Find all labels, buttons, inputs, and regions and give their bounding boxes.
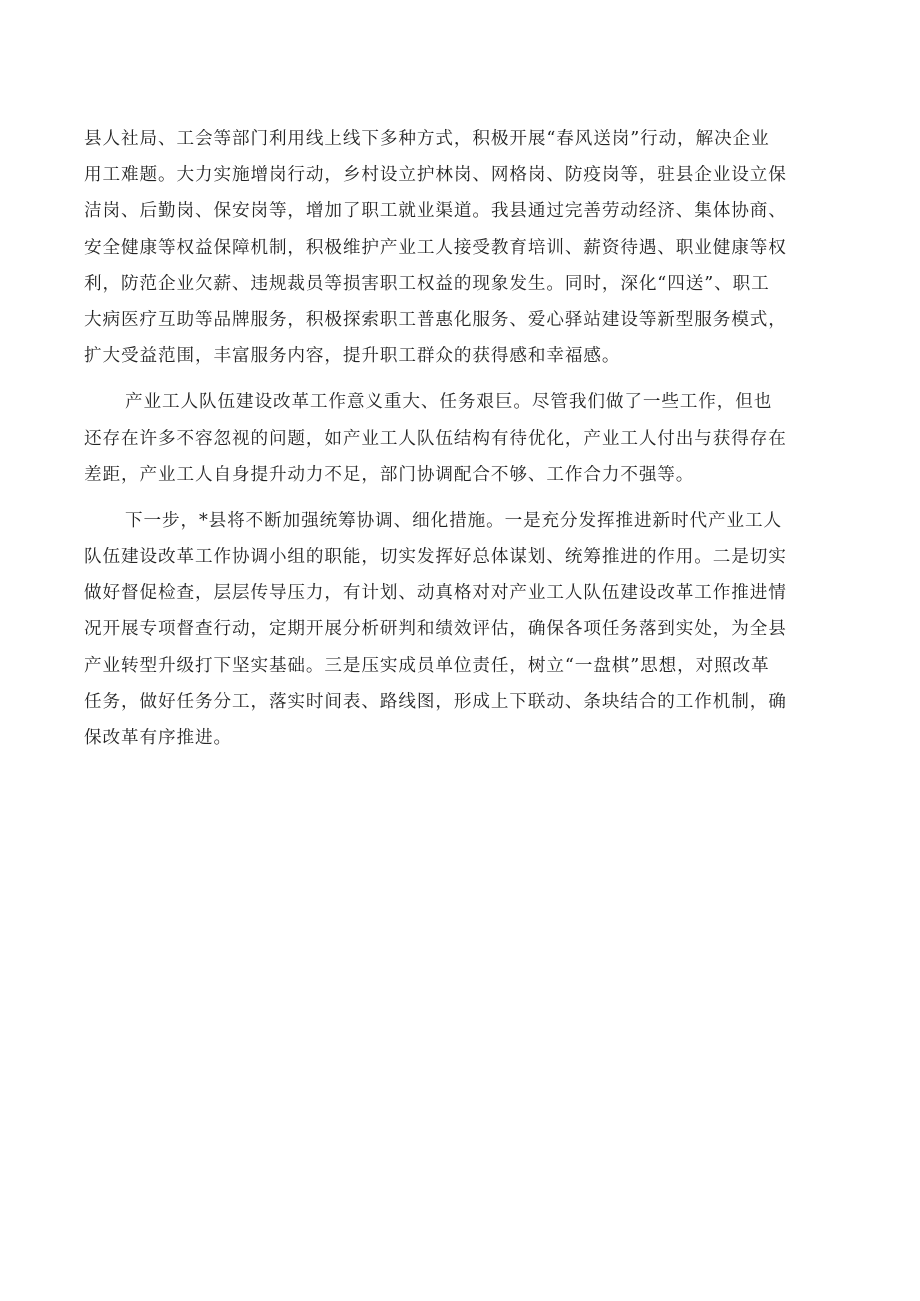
paragraph-line: 大病医疗互助等品牌服务，积极探索职工普惠化服务、爱心驿站建设等新型服务模式， bbox=[84, 309, 787, 330]
paragraph-line: 利，防范企业欠薪、违规裁员等损害职工权益的现象发生。同时，深化“四送”、职工 bbox=[84, 273, 770, 294]
paragraph-line: 差距，产业工人自身提升动力不足，部门协调配合不够、工作合力不强等。 bbox=[84, 464, 695, 485]
paragraph-line: 做好督促检查，层层传导压力，有计划、动真格对对产业工人队伍建设改革工作推进情 bbox=[84, 583, 787, 604]
paragraph-line: 产业工人队伍建设改革工作意义重大、任务艰巨。尽管我们做了一些工作，但也 bbox=[125, 392, 773, 413]
paragraph-line: 安全健康等权益保障机制，积极维护产业工人接受教育培训、薪资待遇、职业健康等权 bbox=[84, 237, 787, 258]
paragraph-2 bbox=[84, 384, 840, 493]
paragraph-line: 还存在许多不容忽视的问题，如产业工人队伍结构有待优化，产业工人付出与获得存在 bbox=[84, 428, 787, 449]
paragraph-line: 下一步，*县将不断加强统筹协调、细化措施。一是充分发挥推进新时代产业工人 bbox=[125, 510, 782, 531]
paragraph-line: 任务，做好任务分工，落实时间表、路线图，形成上下联动、条块结合的工作机制，确 bbox=[84, 691, 787, 712]
paragraph-line: 用工难题。大力实施增岗行动，乡村设立护林岗、网格岗、防疫岗等，驻县企业设立保 bbox=[84, 165, 787, 186]
paragraph-line: 县人社局、工会等部门利用线上线下多种方式，积极开展“春风送岗”行动，解决企业 bbox=[84, 129, 770, 149]
paragraph-line: 洁岗、后勤岗、保安岗等，增加了职工就业渠道。我县通过完善劳动经济、集体协商、 bbox=[84, 201, 787, 222]
paragraph-line: 扩大受益范围，丰富服务内容，提升职工群众的获得感和幸福感。 bbox=[84, 346, 621, 367]
paragraph-line: 产业转型升级打下坚实基础。三是压实成员单位责任，树立“一盘棋”思想，对照改革 bbox=[84, 655, 770, 676]
paragraph-line: 保改革有序推进。 bbox=[84, 728, 232, 748]
paragraph-line: 队伍建设改革工作协调小组的职能，切实发挥好总体谋划、统筹推进的作用。二是切实 bbox=[84, 547, 787, 568]
paragraph-line: 况开展专项督查行动，定期开展分析研判和绩效评估，确保各项任务落到实处，为全县 bbox=[84, 619, 787, 640]
paragraph-1 bbox=[84, 121, 840, 374]
paragraph-spacer bbox=[84, 493, 840, 503]
document-body bbox=[84, 121, 840, 756]
paragraph-3 bbox=[84, 503, 840, 756]
paragraph-spacer bbox=[84, 374, 840, 384]
